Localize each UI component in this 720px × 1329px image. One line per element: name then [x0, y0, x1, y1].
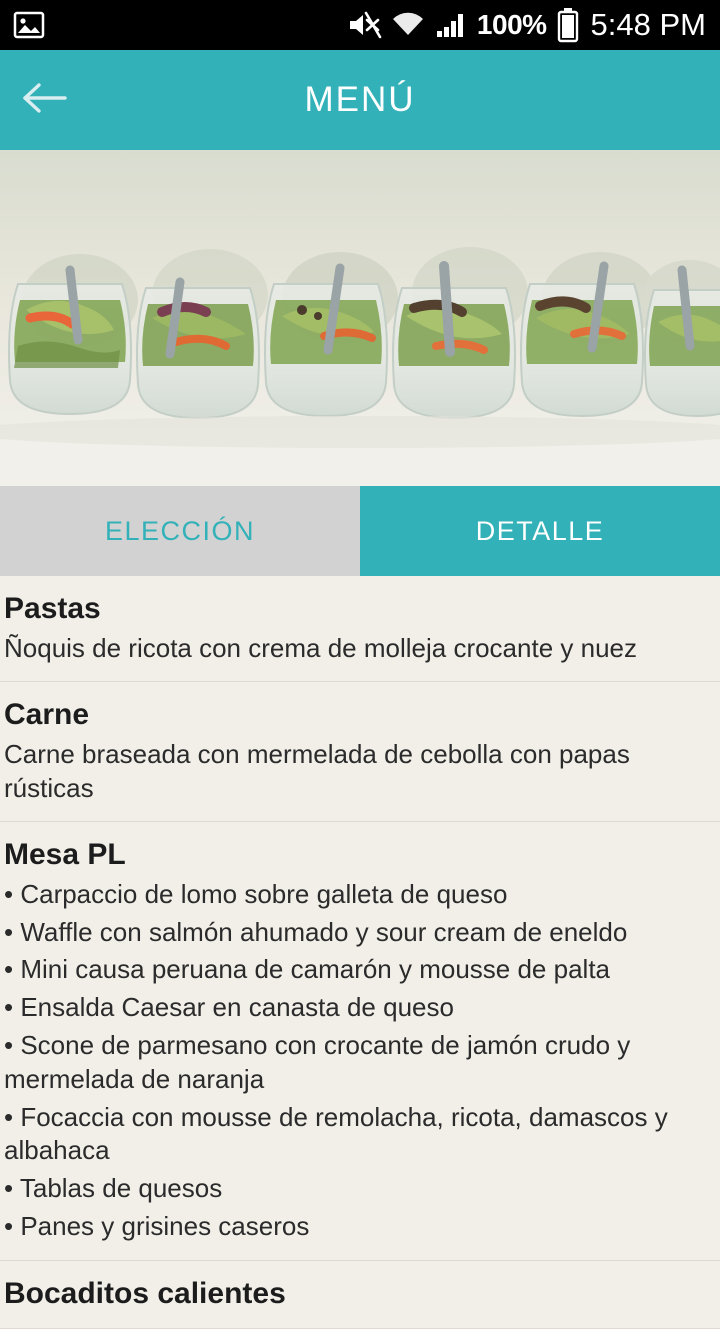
- status-bar: [0, 0, 720, 50]
- section-line: • Mini causa peruana de camarón y mousse de palta: [4, 954, 610, 985]
- section-title: Bocaditos calientes: [4, 1276, 286, 1310]
- section-line: • Tablas de quesos: [4, 1173, 223, 1204]
- menu-section: [0, 576, 720, 682]
- menu-section: [0, 822, 720, 1260]
- battery-full-icon: [557, 8, 579, 42]
- section-line: • Scone de parmesano con crocante de jamón crudo y mermelada de naranja: [4, 1030, 631, 1094]
- menu-section: [0, 682, 720, 822]
- wifi-icon: [391, 11, 425, 39]
- page-title: MENÚ: [304, 80, 416, 119]
- section-line: • Focaccia con mousse de remolacha, ricota, damascos y albahaca: [4, 1101, 668, 1166]
- section-title: Carne: [4, 698, 90, 732]
- cell-signal-icon: [435, 11, 467, 39]
- status-bar-left: [14, 12, 44, 38]
- section-line: Ñoquis de ricota con crema de molleja crocante y nuez: [4, 632, 637, 663]
- section-title: Mesa PL: [4, 838, 126, 872]
- hero-illustration: [0, 150, 720, 486]
- app-bar: [0, 50, 720, 150]
- photo-icon: [14, 12, 44, 38]
- volume-mute-icon: [347, 11, 381, 39]
- tab-eleccion[interactable]: ELECCIÓN: [0, 486, 360, 576]
- status-bar-clock: 5:48 PM: [590, 7, 706, 42]
- section-line: • Ensalda Caesar en canasta de queso: [4, 992, 454, 1023]
- salad-cups-photo: [0, 150, 720, 486]
- arrow-left-icon: [23, 81, 67, 120]
- menu-section: [0, 1261, 720, 1329]
- section-line: • Panes y grisines caseros: [4, 1211, 310, 1242]
- section-title: Pastas: [4, 592, 101, 625]
- tab-bar: [0, 486, 720, 576]
- menu-detail-list[interactable]: [0, 576, 720, 1329]
- section-line: Carne braseada con mermelada de cebolla con papas rústicas: [4, 738, 630, 803]
- back-button[interactable]: [0, 50, 90, 150]
- tab-detalle[interactable]: DETALLE: [360, 486, 720, 576]
- section-line: • Waffle con salmón ahumado y sour cream de eneldo: [4, 916, 628, 947]
- status-bar-right: [347, 7, 706, 43]
- battery-percent-label: 100%: [476, 9, 547, 40]
- section-line: • Carpaccio de lomo sobre galleta de queso: [4, 878, 508, 909]
